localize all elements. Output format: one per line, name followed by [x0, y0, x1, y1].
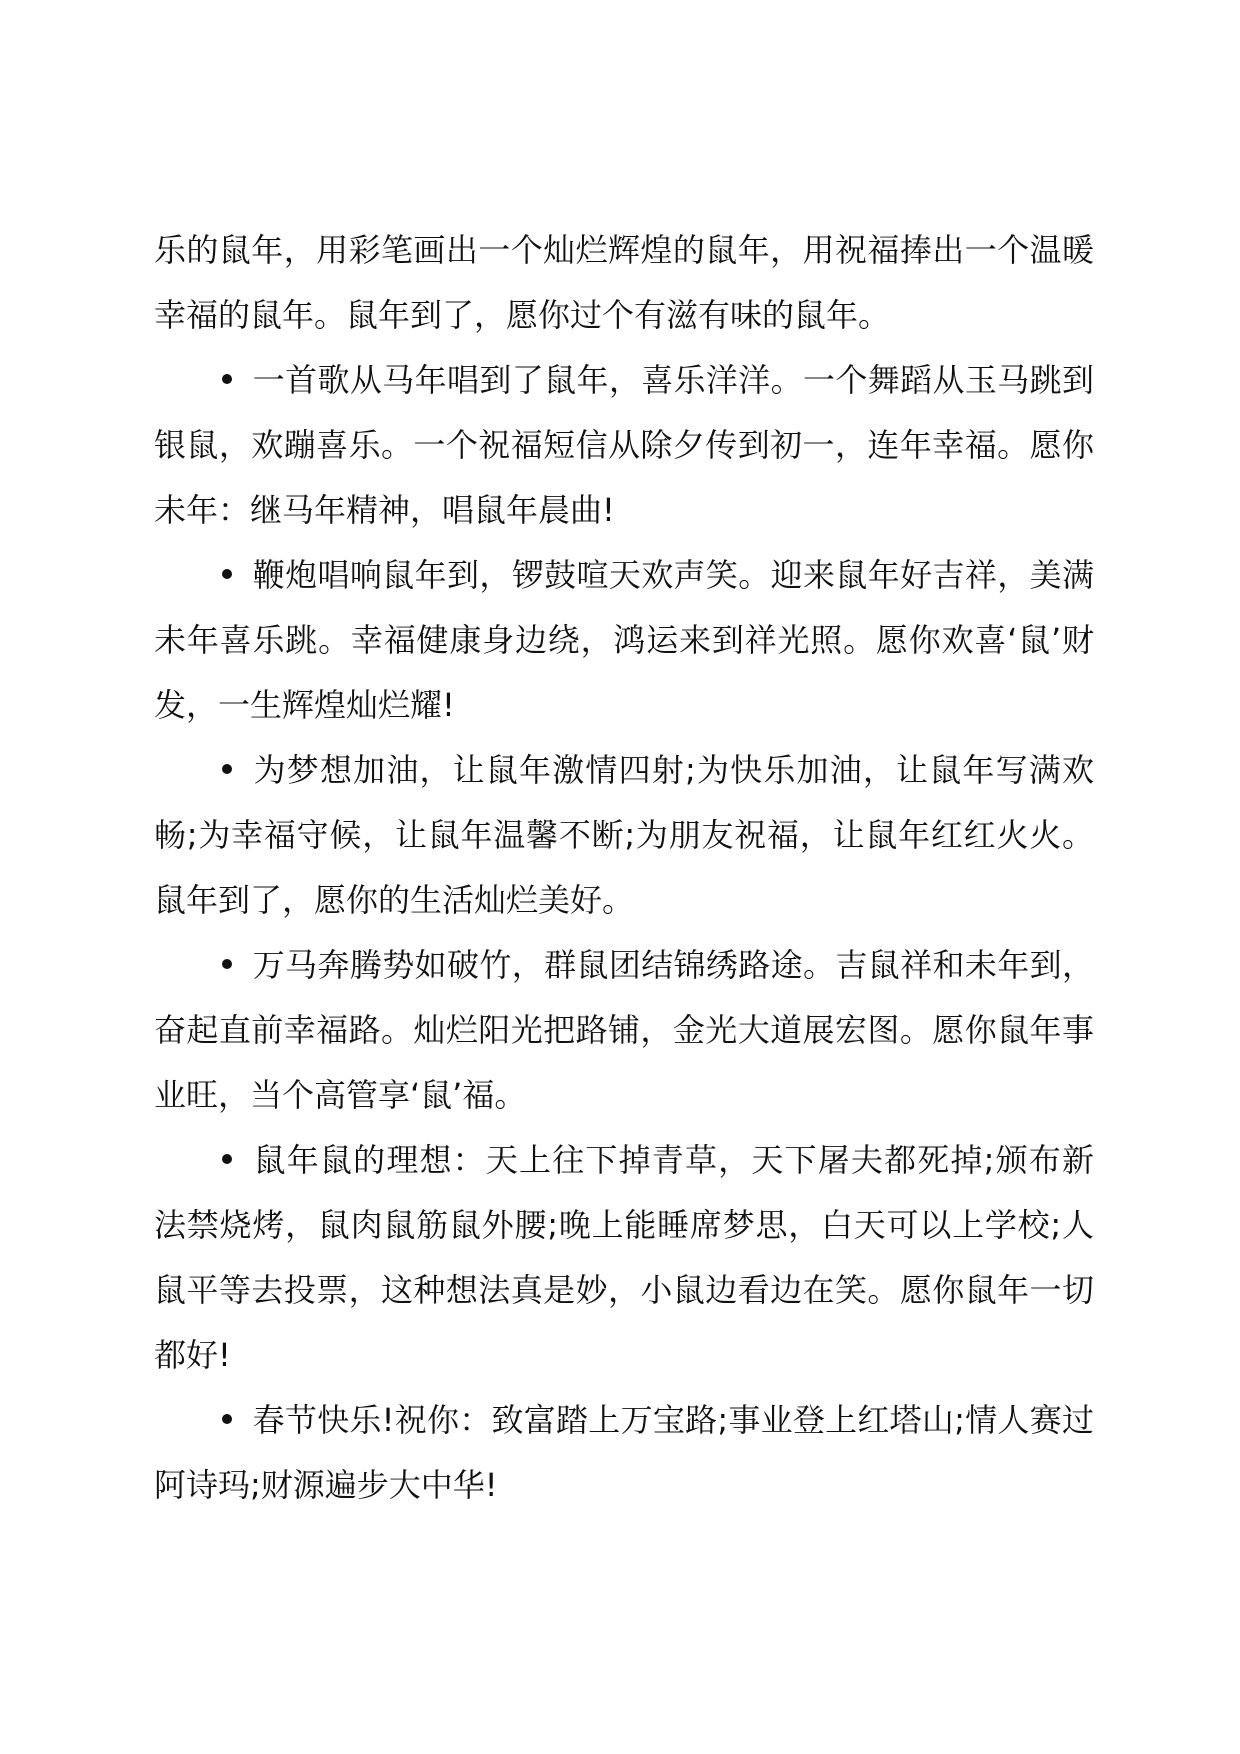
bullet-icon	[222, 1128, 252, 1193]
list-item-text: 鼠年鼠的理想：天上往下掉青草，天下屠夫都死掉;颁布新法禁烧烤，鼠肉鼠筋鼠外腰;晚上能睡席梦思，白天可以上学校;人鼠平等去投票，这种想法真是妙，小鼠边看边在笑。愿你鼠年一切都好!	[154, 1141, 1094, 1374]
list-item-text: 春节快乐!祝你：致富踏上万宝路;事业登上红塔山;情人赛过阿诗玛;财源遍步大中华!	[154, 1401, 1094, 1504]
bullet-icon	[222, 738, 252, 803]
list-item	[154, 738, 1094, 933]
list-item-text: 为梦想加油，让鼠年激情四射;为快乐加油，让鼠年写满欢畅;为幸福守候，让鼠年温馨不断;为朋友祝福，让鼠年红红火火。鼠年到了，愿你的生活灿烂美好。	[154, 751, 1094, 919]
bullet-icon	[222, 1388, 252, 1453]
list-item-text: 万马奔腾势如破竹，群鼠团结锦绣路途。吉鼠祥和未年到，奋起直前幸福路。灿烂阳光把路铺，金光大道展宏图。愿你鼠年事业旺，当个高管享‘鼠’福。	[154, 946, 1094, 1114]
list-item	[154, 1388, 1094, 1518]
bullet-icon	[222, 933, 252, 998]
bullet-icon	[222, 348, 252, 413]
list-item	[154, 543, 1094, 738]
bullet-icon	[222, 543, 252, 608]
list-item	[154, 1128, 1094, 1388]
list-item	[154, 348, 1094, 543]
list-item	[154, 933, 1094, 1128]
document-body	[154, 218, 1094, 1518]
list-item-text: 一首歌从马年唱到了鼠年，喜乐洋洋。一个舞蹈从玉马跳到银鼠，欢蹦喜乐。一个祝福短信从除夕传到初一，连年幸福。愿你未年：继马年精神，唱鼠年晨曲!	[154, 361, 1094, 529]
intro-paragraph: 乐的鼠年，用彩笔画出一个灿烂辉煌的鼠年，用祝福捧出一个温暖幸福的鼠年。鼠年到了，愿你过个有滋有味的鼠年。	[154, 231, 1094, 334]
list-item-text: 鞭炮唱响鼠年到，锣鼓喧天欢声笑。迎来鼠年好吉祥，美满未年喜乐跳。幸福健康身边绕，鸿运来到祥光照。愿你欢喜‘鼠’财发，一生辉煌灿烂耀!	[154, 556, 1094, 724]
